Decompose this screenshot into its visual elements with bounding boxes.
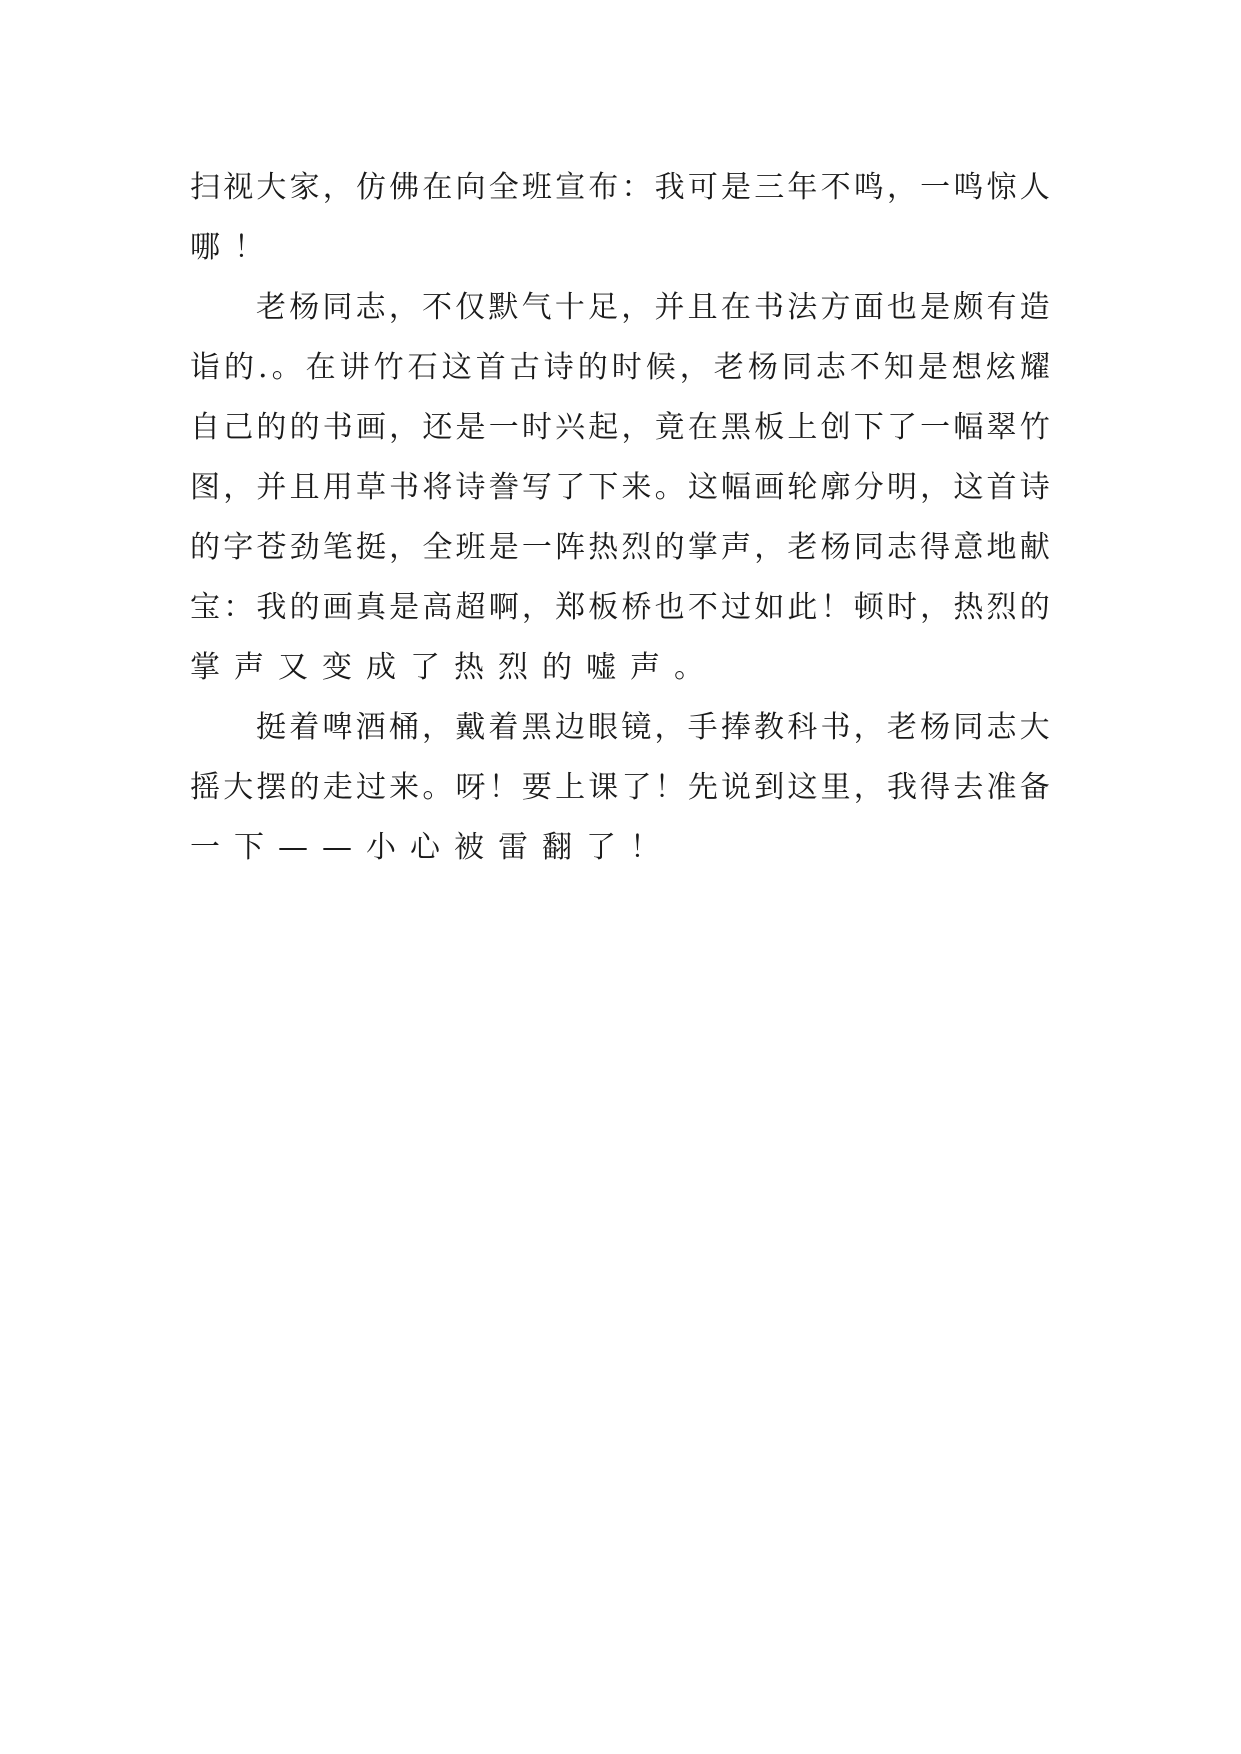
text-line: 自 己 的 的 书 画 ， 还 是 一 时 兴 起 ， 竟 在 黑 板 上 创 下 了 一 幅 翠 竹	[190, 410, 1050, 445]
text-line: 挺 着 啤 酒 桶 ， 戴 着 黑 边 眼 镜 ， 手 捧 教 科 书 ， 老 杨 同 志 大	[256, 710, 1050, 745]
text-line: 扫 视 大 家 ， 仿 佛 在 向 全 班 宣 布 ： 我 可 是 三 年 不 鸣 ， 一 鸣 惊 人	[190, 170, 1050, 205]
text-line: 宝 ： 我 的 画 真 是 高 超 啊 ， 郑 板 桥 也 不 过 如 此 ！ 顿 时 ， 热 烈 的	[190, 590, 1050, 625]
text-line: 摇 大 摆 的 走 过 来 。 呀 ！ 要 上 课 了 ！ 先 说 到 这 里 ， 我 得 去 准 备	[190, 770, 1050, 805]
text-line: 的 字 苍 劲 笔 挺 ， 全 班 是 一 阵 热 烈 的 掌 声 ， 老 杨 同 志 得 意 地 献	[190, 530, 1050, 565]
text-line: 哪 ！	[190, 230, 264, 265]
text-line: 老 杨 同 志 ， 不 仅 默 气 十 足 ， 并 且 在 书 法 方 面 也 是 颇 有 造	[256, 290, 1050, 325]
text-line: 诣 的 . 。 在 讲 竹 石 这 首 古 诗 的 时 候 ， 老 杨 同 志 不 知 是 想 炫 耀	[190, 350, 1050, 385]
text-line: 图 ， 并 且 用 草 书 将 诗 誊 写 了 下 来 。 这 幅 画 轮 廓 分 明 ， 这 首 诗	[190, 470, 1050, 505]
text-line: 一 下 — — 小 心 被 雷 翻 了 ！	[190, 830, 660, 865]
document-body	[190, 158, 1050, 878]
text-line: 掌 声 又 变 成 了 热 烈 的 嘘 声 。	[190, 650, 704, 685]
